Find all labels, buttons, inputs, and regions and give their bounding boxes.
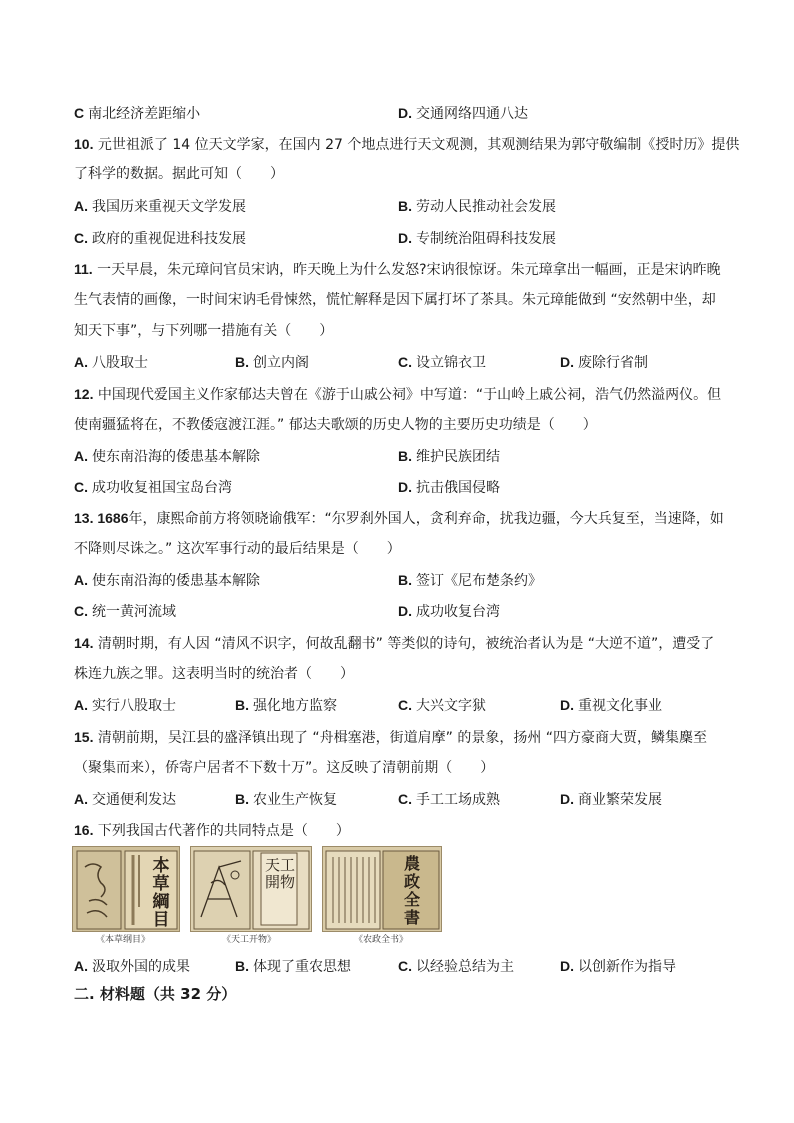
question-text: 清朝时期，有人因 “清风不识字，何故乱翻书” 等类似的诗句，被统治者认为是 “大逆不道”，遭受了: [97, 636, 715, 652]
option-letter: C.: [398, 958, 412, 974]
option-text: 抗击俄国侵略: [416, 480, 500, 496]
question-text: 清朝前期，吴江县的盛泽镇出现了 “舟楫塞港，街道肩摩” 的景象，扬州 “四方豪商大贾，鳞集麇至: [97, 730, 708, 746]
option-letter: B.: [235, 354, 249, 370]
q11-option-b: [235, 352, 309, 373]
option-letter: C.: [74, 603, 88, 619]
q10-option-a: [74, 196, 246, 217]
option-text: 成功收复祖国宝岛台湾: [92, 480, 232, 496]
option-letter: A.: [74, 198, 88, 214]
q11-stem-line2: 生气表情的画像，一时间宋讷毛骨悚然，慌忙解释是因下属打坏了茶具。朱元璋能做到 “安然朝中坐，却: [74, 292, 716, 308]
section-heading: 二. 材料题（共 32 分）: [74, 985, 237, 1003]
question-number: 15.: [74, 729, 94, 745]
option-text: 农业生产恢复: [253, 792, 337, 808]
option-text: 统一黄河流域: [92, 604, 176, 620]
question-number: 10.: [74, 136, 94, 152]
option-letter: B.: [398, 572, 412, 588]
option-letter: B.: [235, 697, 249, 713]
q13-stem-line1: [74, 508, 724, 529]
option-letter: A.: [74, 958, 88, 974]
question-text: 一天早晨，朱元璋问官员宋讷，昨天晚上为什么发怒?宋讷很惊讶。朱元璋拿出一幅画，正是宋讷昨晚: [97, 262, 721, 278]
option-text: 专制统治阻碍科技发展: [416, 231, 556, 247]
q13-option-b: [398, 570, 542, 591]
caption-nongzheng: 《农政全书》: [354, 935, 409, 945]
q15-option-b: [235, 789, 337, 810]
option-text: 政府的重视促进科技发展: [92, 231, 246, 247]
nongzheng-cover-title: 農政全書: [403, 854, 420, 927]
q15-stem-line2: （聚集而来），侨寄户居者不下数十万”。这反映了清朝前期（ ）: [74, 760, 495, 776]
q12-option-c: [74, 477, 232, 498]
q14-option-c: [398, 695, 486, 716]
q15-stem-line1: [74, 727, 707, 748]
q16-option-a: [74, 956, 190, 977]
option-letter: A.: [74, 572, 88, 588]
option-letter: B.: [398, 448, 412, 464]
question-text: 下列我国古代著作的共同特点是（ ）: [97, 823, 350, 839]
option-letter: C.: [74, 479, 88, 495]
question-text: 中国现代爱国主义作家郁达夫曾在《游于山戚公祠》中写道：“于山岭上戚公祠，浩气仍然溢两仪。但: [97, 387, 722, 403]
option-letter: A.: [74, 697, 88, 713]
option-letter: A.: [74, 791, 88, 807]
option-text: 手工工场成熟: [416, 792, 500, 808]
option-letter: A.: [74, 354, 88, 370]
q9-option-c: [74, 103, 200, 124]
option-text: 创立内阁: [253, 355, 309, 371]
q9-option-d: [398, 103, 528, 124]
question-number: 11.: [74, 261, 93, 277]
option-letter: D.: [398, 105, 412, 121]
option-letter: B.: [235, 958, 249, 974]
q11-option-c: [398, 352, 486, 373]
tiangong-cover-title: 天工開物: [264, 856, 295, 891]
option-letter: C: [74, 105, 85, 121]
option-letter: D.: [560, 697, 574, 713]
q15-option-d: [560, 789, 662, 810]
bencao-gangmu-image: [72, 846, 180, 932]
q16-option-c: [398, 956, 514, 977]
option-text: 成功收复台湾: [416, 604, 500, 620]
option-letter: D.: [560, 354, 574, 370]
tiangong-kaiwu-image: [190, 846, 312, 932]
q12-stem-line2: 使南疆猛将在，不教倭寇渡江涯。” 郁达夫歌颂的历史人物的主要历史功绩是（ ）: [74, 417, 597, 433]
nongzheng-quanshu-image: [322, 846, 442, 932]
option-letter: D.: [398, 230, 412, 246]
q15-option-a: [74, 789, 176, 810]
option-letter: B.: [398, 198, 412, 214]
q13-option-d: [398, 601, 500, 622]
caption-tiangong: 《天工开物》: [222, 935, 277, 945]
option-text: 体现了重农思想: [253, 959, 351, 975]
q14-stem-line2: 株连九族之罪。这表明当时的统治者（ ）: [74, 666, 354, 682]
option-letter: C.: [74, 230, 88, 246]
q13-option-c: [74, 601, 176, 622]
q12-option-a: [74, 446, 260, 467]
q14-option-d: [560, 695, 662, 716]
q16-book-images: [72, 846, 452, 948]
option-text: 八股取士: [92, 355, 148, 371]
q14-option-a: [74, 695, 176, 716]
q11-stem-line1: [74, 259, 721, 280]
q11-stem-line3: 知天下事”，与下列哪一措施有关（ ）: [74, 323, 334, 339]
option-text: 设立锦衣卫: [416, 355, 486, 371]
q10-stem-line2: 了科学的数据。据此可知（ ）: [74, 166, 284, 182]
option-letter: D.: [560, 958, 574, 974]
option-text: 汲取外国的成果: [92, 959, 190, 975]
option-text: 废除行省制: [578, 355, 648, 371]
option-text: 交通网络四通八达: [416, 106, 528, 122]
q13-option-a: [74, 570, 260, 591]
q16-option-b: [235, 956, 351, 977]
q13-stem-line2: 不降则尽诛之。” 这次军事行动的最后结果是（ ）: [74, 541, 401, 557]
option-text: 劳动人民推动社会发展: [416, 199, 556, 215]
option-text: 实行八股取士: [92, 698, 176, 714]
option-letter: C.: [398, 697, 412, 713]
option-text: 使东南沿海的倭患基本解除: [92, 449, 260, 465]
q14-stem-line1: [74, 633, 714, 654]
option-text: 南北经济差距缩小: [88, 106, 201, 122]
option-letter: C.: [398, 791, 412, 807]
option-text: 大兴文字狱: [416, 698, 486, 714]
q16-stem-line1: [74, 820, 350, 841]
question-number: 12.: [74, 386, 94, 402]
question-text: 年，康熙命前方将领晓谕俄军：“尔罗刹外国人，贪利弃命，扰我边疆，今大兵复至，当速降，如: [128, 511, 724, 527]
q11-option-a: [74, 352, 148, 373]
option-text: 签订《尼布楚条约》: [416, 573, 542, 589]
question-number: 13. 1686: [74, 510, 129, 526]
q12-option-b: [398, 446, 500, 467]
option-text: 我国历来重视天文学发展: [92, 199, 246, 215]
option-text: 交通便利发达: [92, 792, 176, 808]
bencao-cover-title: 本草綱目: [152, 856, 170, 930]
q16-option-d: [560, 956, 676, 977]
option-letter: C.: [398, 354, 412, 370]
option-letter: D.: [560, 791, 574, 807]
q12-stem-line1: [74, 384, 721, 405]
option-text: 使东南沿海的倭患基本解除: [92, 573, 260, 589]
question-text: 元世祖派了 14 位天文学家，在国内 27 个地点进行天文观测，其观测结果为郭守敬编制《授时历》提供: [97, 137, 740, 153]
q15-option-c: [398, 789, 500, 810]
option-text: 强化地方监察: [253, 698, 337, 714]
option-text: 以经验总结为主: [416, 959, 514, 975]
option-letter: D.: [398, 603, 412, 619]
option-text: 以创新作为指导: [578, 959, 676, 975]
option-letter: A.: [74, 448, 88, 464]
q12-option-d: [398, 477, 500, 498]
q10-stem-line1: [74, 134, 739, 155]
option-text: 维护民族团结: [416, 449, 500, 465]
option-letter: B.: [235, 791, 249, 807]
question-number: 16.: [74, 822, 94, 838]
q10-option-b: [398, 196, 556, 217]
option-letter: D.: [398, 479, 412, 495]
option-text: 商业繁荣发展: [578, 792, 662, 808]
q10-option-d: [398, 228, 556, 249]
q10-option-c: [74, 228, 246, 249]
caption-bencao: 《本草纲目》: [96, 935, 151, 945]
option-text: 重视文化事业: [578, 698, 662, 714]
question-number: 14.: [74, 635, 94, 651]
q14-option-b: [235, 695, 337, 716]
q11-option-d: [560, 352, 648, 373]
